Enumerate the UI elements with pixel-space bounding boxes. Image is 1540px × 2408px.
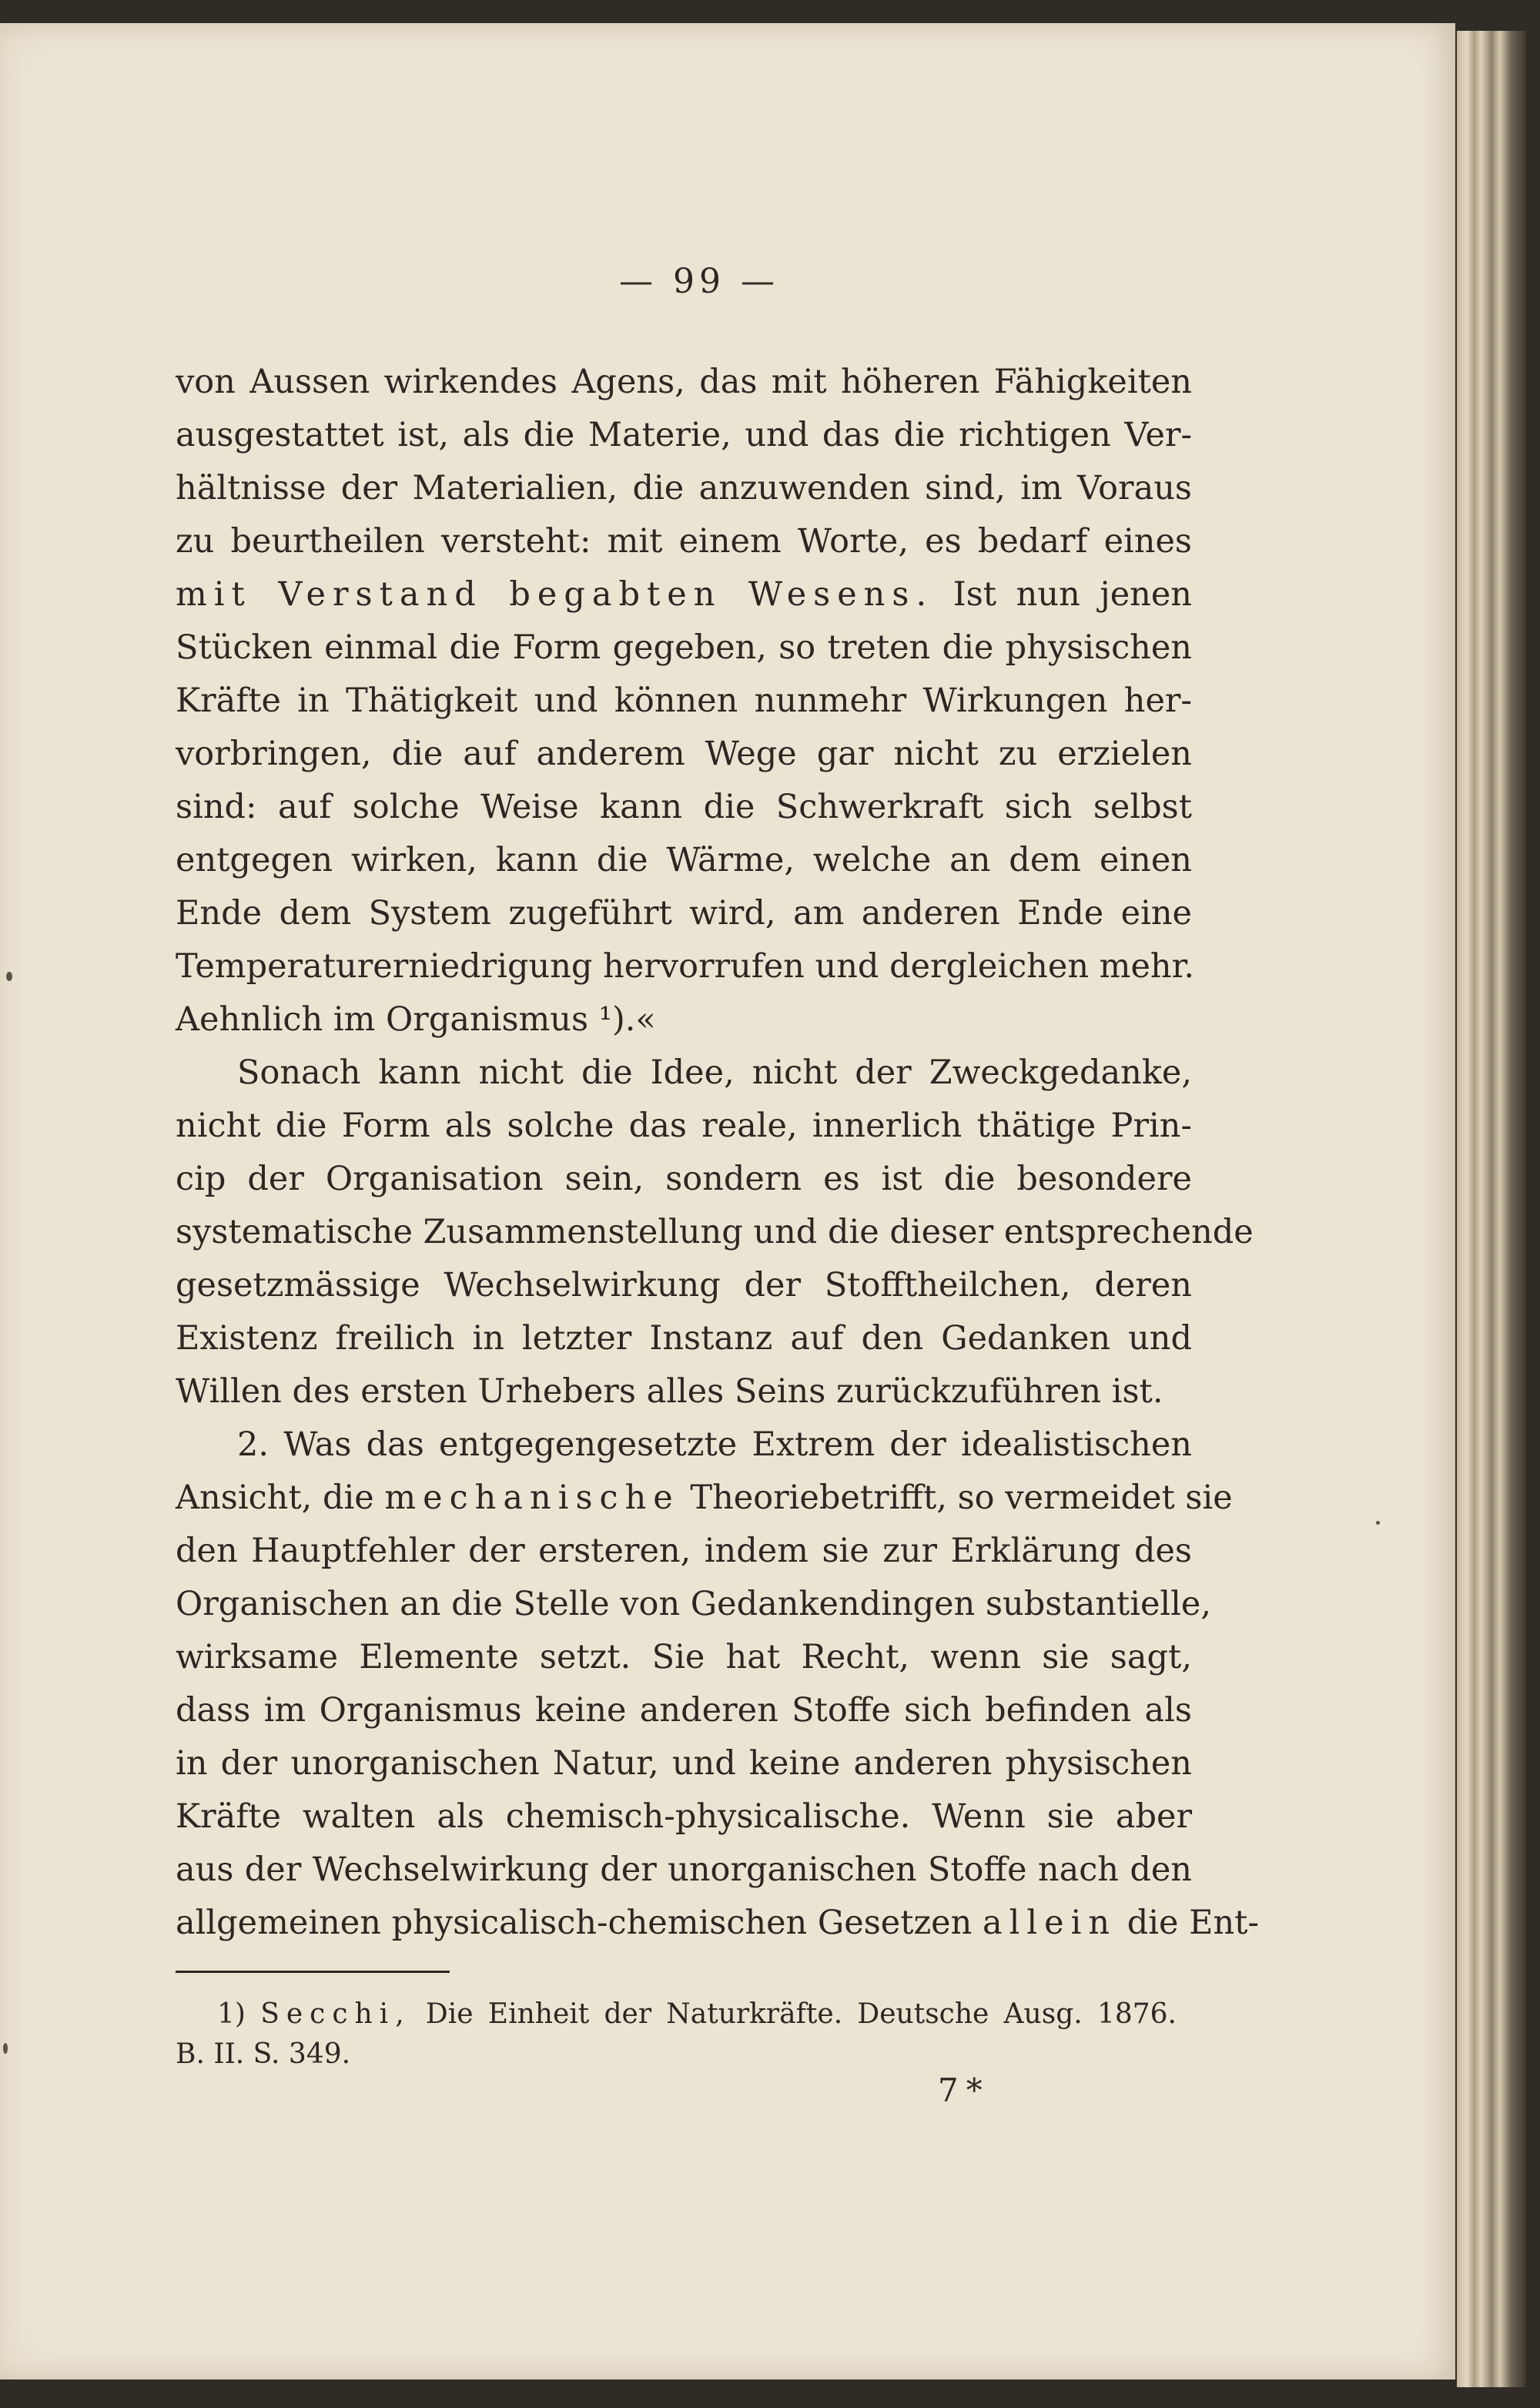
paragraph-1 <box>176 356 1195 1047</box>
text-line: Organischen an die Stelle von Gedankendingen substantielle, <box>176 1585 1212 1623</box>
text-line: ausgestattet ist, als die Materie, und das die richtigen Ver- <box>176 416 1192 454</box>
text-line: allgemeinen physicalisch-chemischen Gesetzen allein die Ent- <box>176 1904 1259 1942</box>
text-line: hältnisse der Materialien, die anzuwenden sind, im Voraus <box>176 469 1192 507</box>
page-edges <box>1457 31 1526 2387</box>
text-line: Sonach kann nicht die Idee, nicht der Zweckgedanke, <box>237 1053 1192 1092</box>
footnote-rule <box>176 1971 450 1973</box>
text-line: Ende dem System zugeführt wird, am anderen Ende eine <box>176 894 1192 933</box>
speck <box>3 2043 8 2054</box>
text-line: gesetzmässige Wechselwirkung der Stofftheilchen, deren <box>176 1266 1192 1304</box>
text-line: zu beurtheilen versteht: mit einem Worte, es bedarf eines <box>176 522 1192 561</box>
text-line: in der unorganischen Natur, und keine anderen physischen <box>176 1744 1192 1783</box>
footnote-author: Secchi, <box>260 1998 411 2030</box>
footnote-line: B. II. S. 349. <box>176 2038 351 2070</box>
text-line: dass im Organismus keine anderen Stoffe sich befinden als <box>176 1691 1192 1730</box>
text-line: Existenz freilich in letzter Instanz auf den Gedanken und <box>176 1319 1192 1358</box>
paragraph-2 <box>176 1047 1254 1418</box>
text-line: entgegen wirken, kann die Wärme, welche an dem einen <box>176 841 1192 879</box>
text-line: vorbringen, die auf anderem Wege gar nicht zu erzielen <box>176 735 1192 773</box>
text-line: von Aussen wirkendes Agens, das mit höheren Fähigkeiten <box>176 363 1192 401</box>
text-line: Kräfte in Thätigkeit und können nunmehr Wirkungen her- <box>176 682 1192 720</box>
text-line: Stücken einmal die Form gegeben, so treten die physischen <box>176 628 1192 667</box>
emphasized-text: mit Verstand begabten Wesens. <box>176 575 934 614</box>
text-line: mit Verstand begabten Wesens. Ist nun jenen <box>176 575 1192 614</box>
emphasized-text: allein <box>982 1904 1117 1942</box>
text-line: Temperaturerniedrigung hervorrufen und dergleichen mehr. <box>176 947 1195 986</box>
text-line: den Hauptfehler der ersteren, indem sie zur Erklärung des <box>176 1532 1192 1570</box>
footnote-line: 1) Secchi, Die Einheit der Naturkräfte. Deutsche Ausg. 1876. <box>176 1994 1177 2035</box>
footnote <box>176 1994 1177 2075</box>
text-line: sind: auf solche Weise kann die Schwerkraft sich selbst <box>176 788 1192 826</box>
paragraph-3 <box>176 1418 1259 1950</box>
text-line: systematische Zusammenstellung und die dieser entsprechende <box>176 1213 1254 1251</box>
text-line: 2. Was das entgegengesetzte Extrem der idealistischen <box>237 1425 1192 1464</box>
text-line: aus der Wechselwirkung der unorganischen Stoffe nach den <box>176 1850 1192 1889</box>
text-line: cip der Organisation sein, sondern es ist die besondere <box>176 1160 1192 1198</box>
text-line: Kräfte walten als chemisch-physicalische. Wenn sie aber <box>176 1797 1192 1836</box>
text-line: Willen des ersten Urhebers alles Seins zurückzuführen ist. <box>176 1372 1163 1411</box>
text-line: wirksame Elemente setzt. Sie hat Recht, wenn sie sagt, <box>176 1638 1192 1676</box>
page-number: — 99 — <box>619 262 779 301</box>
text-line: Aehnlich im Organismus ¹).« <box>176 1000 656 1039</box>
text-line: Ansicht, die mechanische Theoriebetrifft, so vermeidet sie <box>176 1479 1233 1517</box>
speck <box>6 972 12 981</box>
emphasized-text: mechanische <box>384 1479 680 1517</box>
signature-mark: 7* <box>938 2071 990 2109</box>
speck <box>1376 1521 1380 1525</box>
footnote-marker: 1) <box>217 1998 246 2030</box>
text-line: nicht die Form als solche das reale, innerlich thätige Prin- <box>176 1107 1192 1145</box>
